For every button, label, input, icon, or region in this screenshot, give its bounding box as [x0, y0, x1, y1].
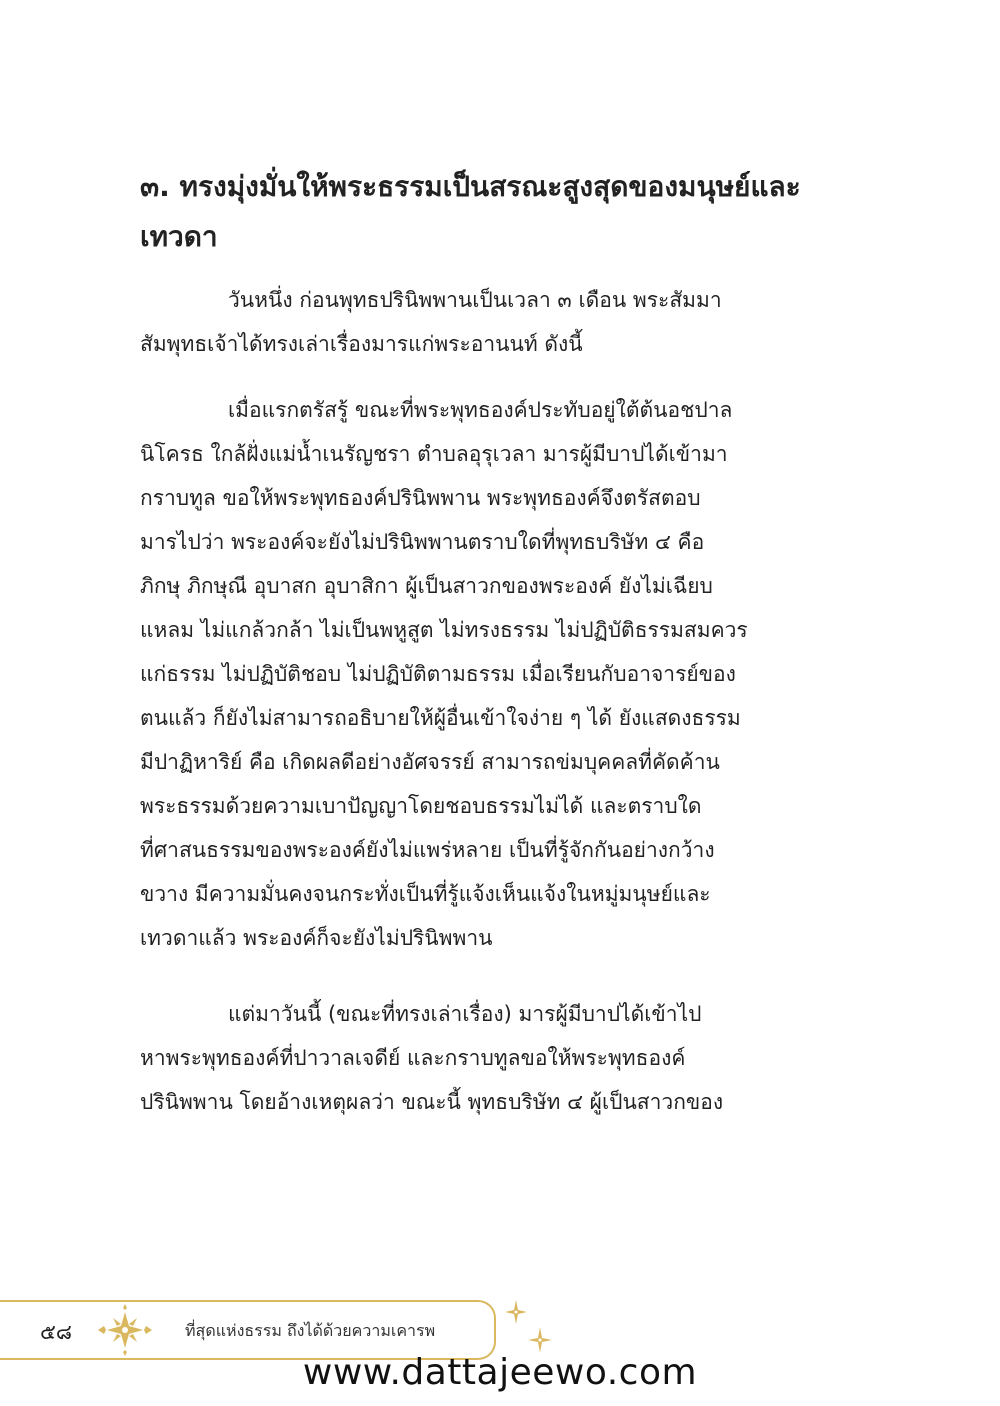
section-heading: [140, 162, 840, 262]
paragraph: [140, 278, 820, 366]
paragraph-line: สัมพุทธเจ้าได้ทรงเล่าเรื่องมารแก่พระอานนท์ ดังนี้: [140, 332, 583, 356]
paragraph-line: ที่ศาสนธรรมของพระองค์ยังไม่แพร่หลาย เป็นที่รู้จักกันอย่างกว้าง: [140, 838, 715, 862]
paragraph-line: ขวาง มีความมั่นคงจนกระทั่งเป็นที่รู้แจ้งเห็นแจ้งในหมู่มนุษย์และ: [140, 882, 711, 906]
paragraph-line: นิโครธ ใกล้ฝั่งแม่น้ำเนรัญชรา ตำบลอุรุเวลา มารผู้มีบาปได้เข้ามา: [140, 442, 728, 466]
paragraph-line: กราบทูล ขอให้พระพุทธองค์ปรินิพพาน พระพุทธองค์จึงตรัสตอบ: [140, 486, 701, 510]
sparkle-icon: [505, 1300, 527, 1324]
paragraph-line: หาพระพุทธองค์ที่ปาวาลเจดีย์ และกราบทูลขอให้พระพุทธองค์: [140, 1046, 686, 1070]
paragraph: [140, 388, 820, 960]
paragraph-line: แหลม ไม่แกล้วกล้า ไม่เป็นพหูสูต ไม่ทรงธรรม ไม่ปฏิบัติธรรมสมควร: [140, 618, 748, 642]
paragraph-line: เมื่อแรกตรัสรู้ ขณะที่พระพุทธองค์ประทับอยู่ใต้ต้นอชปาล: [228, 398, 733, 422]
paragraph-line: พระธรรมด้วยความเบาปัญญาโดยชอบธรรมไม่ได้ และตราบใด: [140, 794, 702, 818]
paragraph: [140, 992, 820, 1124]
paragraph-line: แต่มาวันนี้ (ขณะที่ทรงเล่าเรื่อง) มารผู้มีบาปได้เข้าไป: [228, 1002, 702, 1026]
sparkle-icon: [528, 1327, 552, 1353]
paragraph-line: ปรินิพพาน โดยอ้างเหตุผลว่า ขณะนี้ พุทธบริษัท ๔ ผู้เป็นสาวกของ: [140, 1090, 724, 1114]
heading-line: ๓. ทรงมุ่งมั่นให้พระธรรมเป็นสรณะสูงสุดของมนุษย์และ: [140, 170, 801, 203]
heading-line: เทวดา: [140, 220, 218, 253]
floral-ornament-icon: [94, 1302, 156, 1358]
paragraph-line: มีปาฏิหาริย์ คือ เกิดผลดีอย่างอัศจรรย์ สามารถข่มบุคคลที่คัดค้าน: [140, 750, 720, 774]
paragraph-line: เทวดาแล้ว พระองค์ก็จะยังไม่ปรินิพพาน: [140, 926, 493, 950]
paragraph-line: ตนแล้ว ก็ยังไม่สามารถอธิบายให้ผู้อื่นเข้าใจง่าย ๆ ได้ ยังแสดงธรรม: [140, 706, 741, 730]
paragraph-line: วันหนึ่ง ก่อนพุทธปรินิพพานเป็นเวลา ๓ เดือน พระสัมมา: [228, 288, 722, 312]
page-number: ๕๘: [40, 1320, 73, 1344]
book-title: ที่สุดแห่งธรรม ถึงได้ด้วยความเคารพ: [185, 1321, 436, 1340]
paragraph-line: มารไปว่า พระองค์จะยังไม่ปรินิพพานตราบใดที่พุทธบริษัท ๔ คือ: [140, 530, 705, 554]
paragraph-line: แก่ธรรม ไม่ปฏิบัติชอบ ไม่ปฏิบัติตามธรรม เมื่อเรียนกับอาจารย์ของ: [140, 662, 736, 686]
website-url: www.dattajeewo.com: [302, 1352, 698, 1393]
paragraph-line: ภิกษุ ภิกษุณี อุบาสก อุบาสิกา ผู้เป็นสาวกของพระองค์ ยังไม่เฉียบ: [140, 574, 713, 598]
